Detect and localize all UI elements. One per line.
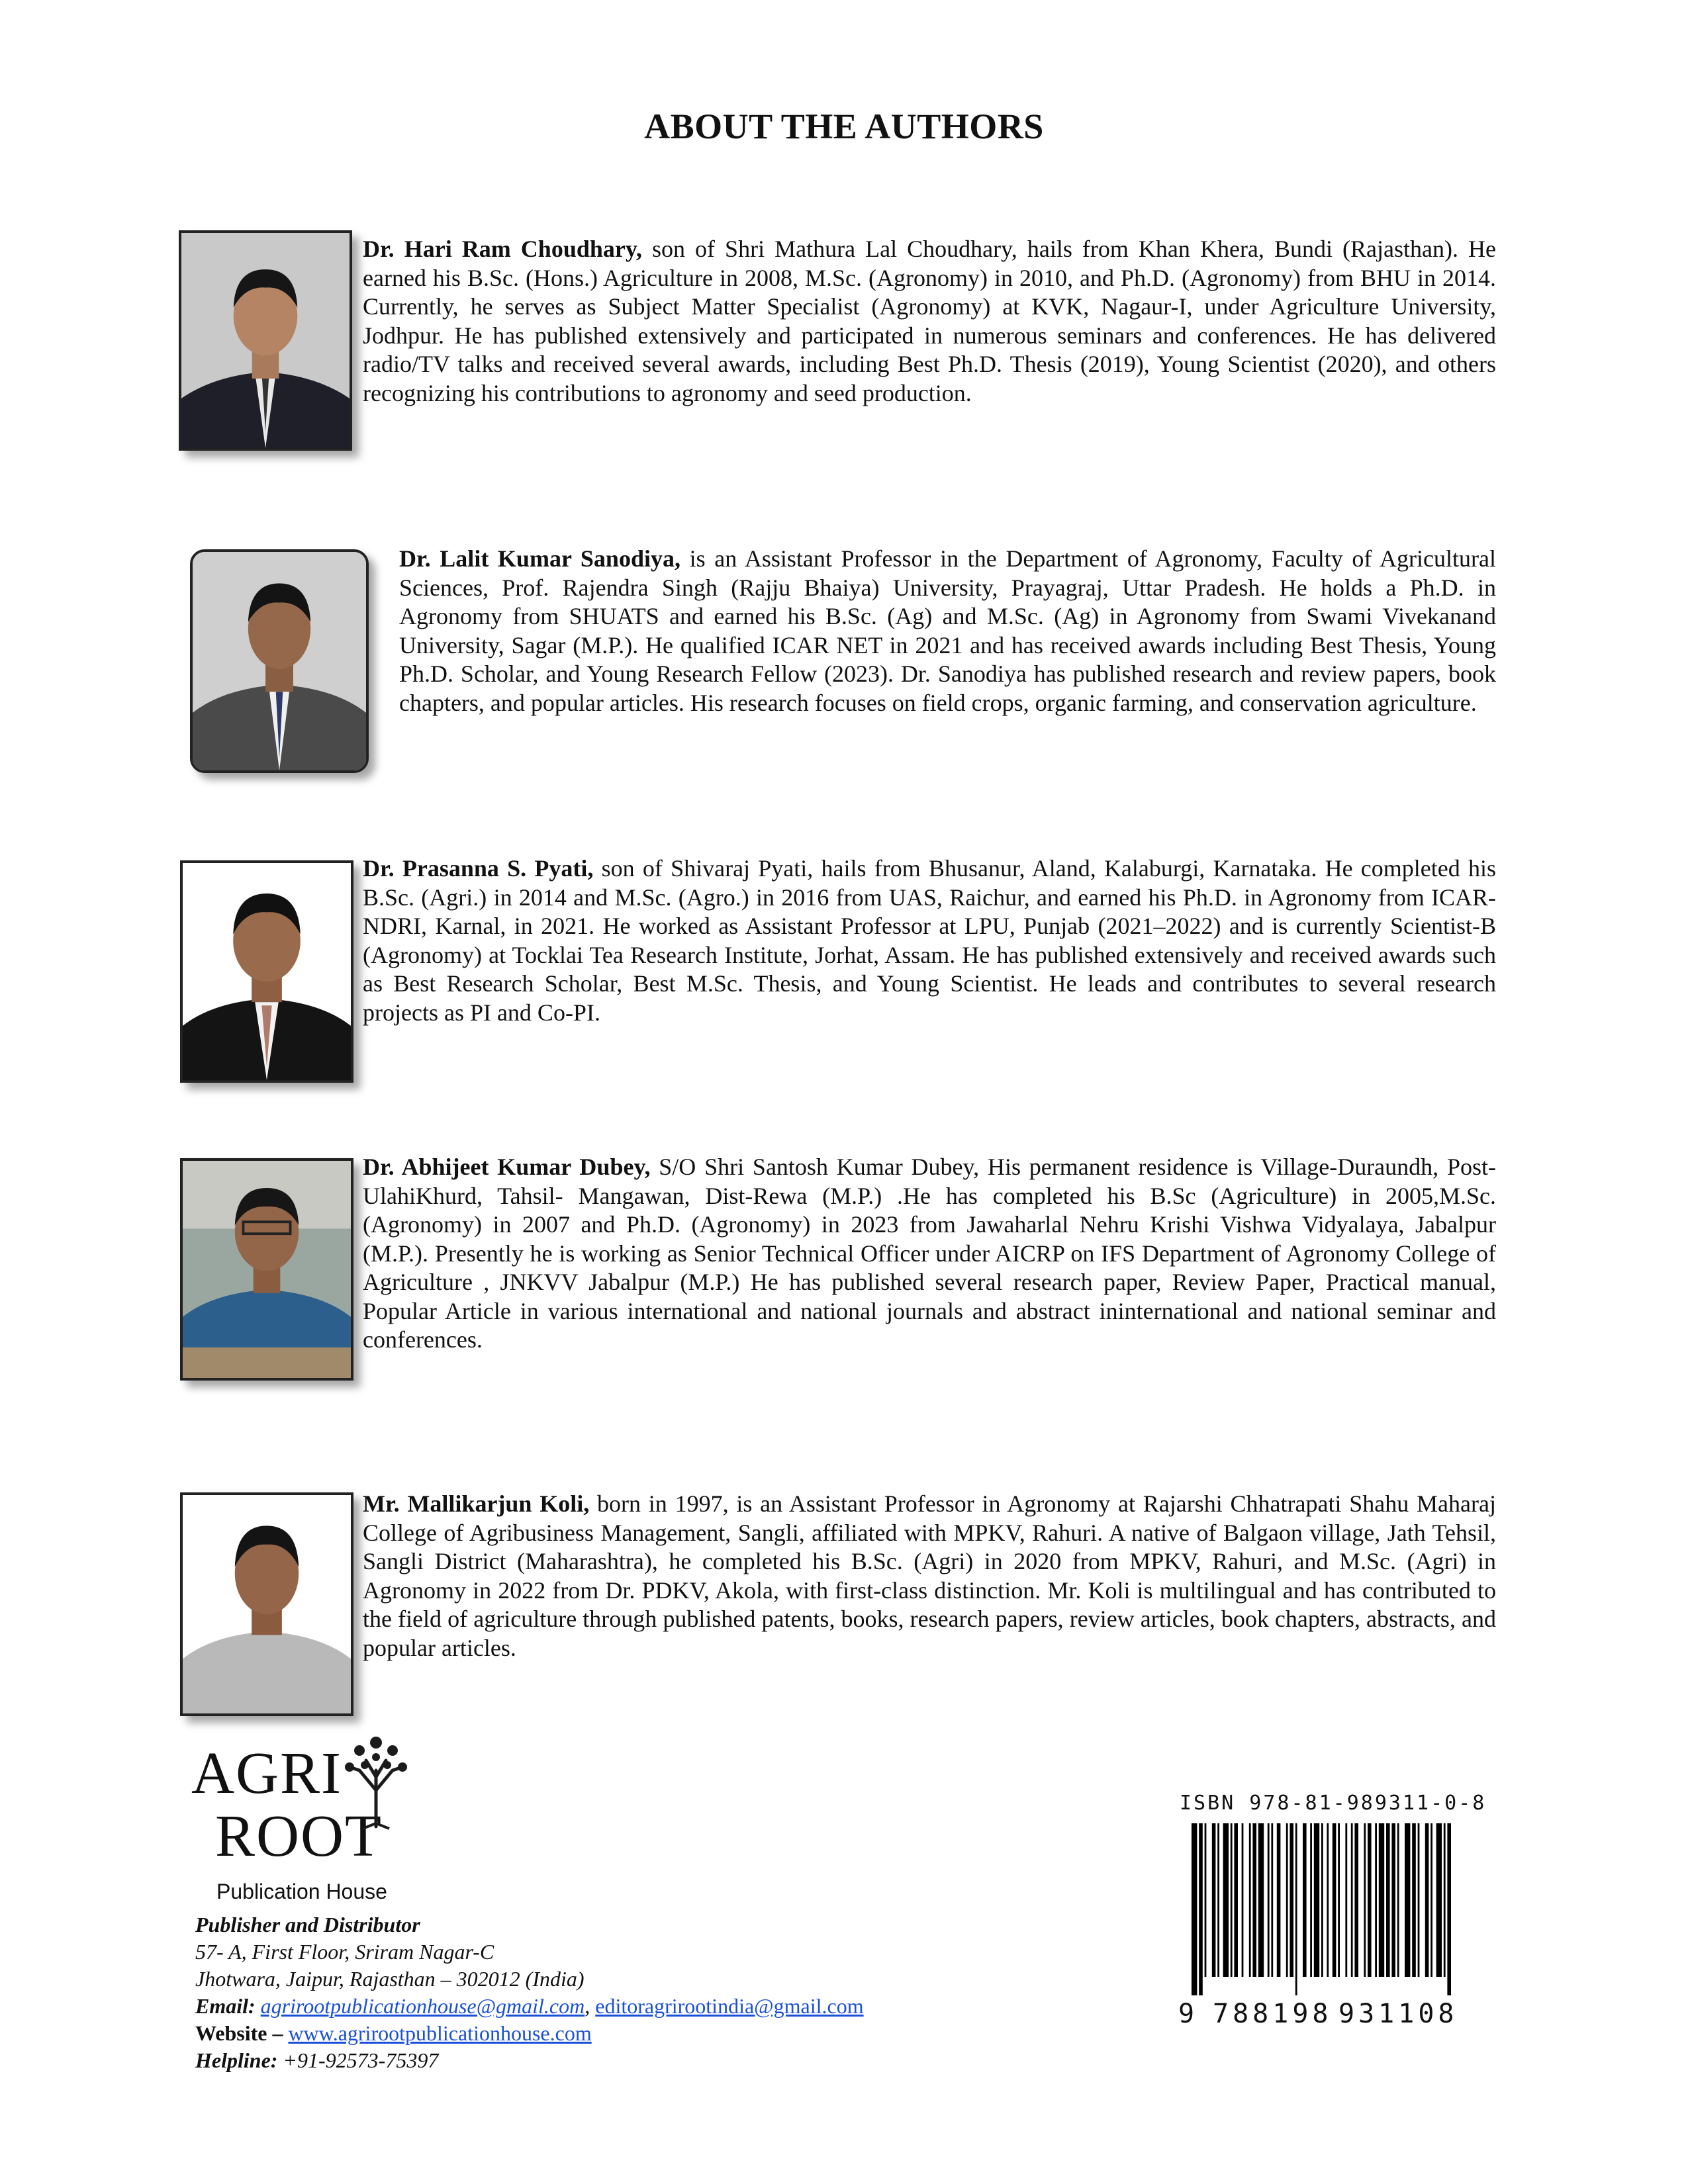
logo-line-2: ROOT [215, 1803, 383, 1869]
author-photo [180, 860, 353, 1083]
publisher-heading: Publisher and Distributor [195, 1913, 420, 1936]
author-bio-text: son of Shivaraj Pyati, hails from Bhusanur, Aland, Kalaburgi, Karnataka. He completed his B.Sc. (Agri.) in 2014 and M.Sc. (Agro.) in 2016 from UAS, Raichur, and earned his Ph.D. in Agronomy from ICAR-NDRI, Karnal, in 2021. He worked as Assistant Professor at LPU, Punjab (2021–2022) and is currently Scientist-B (Agronomy) at Tocklai Tea Research Institute, Jorhat, Assam. He has published extensively and received awards such as Best Research Scholar, Best M.Sc. Thesis, and Young Scientist. He leads and contributes to several research projects as PI and Co-PI. [363, 855, 1496, 1026]
barcode-bar [1405, 1823, 1410, 1977]
barcode-bar [1286, 1823, 1288, 1977]
portrait-icon [183, 863, 351, 1080]
author-bio [363, 854, 1496, 1027]
barcode-bar [1252, 1823, 1256, 1977]
barcode-bar [1212, 1823, 1216, 1977]
barcode-bar [1391, 1823, 1395, 1977]
barcode-bar [1192, 1823, 1197, 1995]
author-photo [180, 1158, 353, 1381]
author-bio [363, 1490, 1496, 1662]
barcode-bar [1379, 1823, 1384, 1977]
barcode-icon [1192, 1823, 1453, 1995]
ean-right-digits: 931108 [1338, 1999, 1458, 2029]
barcode-bar [1231, 1823, 1233, 1977]
barcode-bar [1277, 1823, 1281, 1977]
author-name: Dr. Abhijeet Kumar Dubey, [363, 1154, 651, 1180]
author-photo [179, 230, 352, 451]
barcode-bar [1249, 1823, 1251, 1977]
barcode-bar [1418, 1823, 1420, 1977]
barcode-bar [1397, 1823, 1399, 1977]
author-name: Dr. Hari Ram Choudhary, [363, 236, 642, 262]
logo-line-1: AGRI [191, 1741, 342, 1806]
barcode-bar [1295, 1823, 1297, 1995]
portrait-icon [183, 1161, 351, 1378]
barcode-bar [1199, 1823, 1203, 1995]
barcode-bar [1242, 1823, 1244, 1977]
ean-first-digit: 9 [1178, 1999, 1199, 2029]
barcode-bar [1314, 1823, 1319, 1977]
barcode-bar [1364, 1823, 1366, 1977]
barcode-bar [1258, 1823, 1264, 1977]
helpline-label: Helpline: [195, 2048, 278, 2072]
portrait-icon [183, 1495, 351, 1713]
author-bio [363, 1153, 1496, 1355]
page-title: ABOUT THE AUTHORS [644, 107, 1044, 146]
logo-line-3: Publication House [216, 1880, 387, 1903]
publisher-logo [189, 1731, 427, 1909]
email-label: Email: [195, 1994, 256, 2018]
barcode-bar [1368, 1823, 1372, 1977]
barcode-bar [1321, 1823, 1323, 1977]
barcode-bar [1436, 1823, 1442, 1977]
barcode-bar [1412, 1823, 1416, 1977]
barcode-bar [1303, 1823, 1307, 1977]
author-bio-text: is an Assistant Professor in the Department of Agronomy, Faculty of Agricultural Sciences, Prof. Rajendra Singh (Rajju Bhaiya) University, Prayagraj, Uttar Pradesh. He holds a Ph.D. in Agronomy from SHUATS and earned his B.Sc. (Ag) and M.Sc. (Ag) in Agronomy from Swami Vivekanand University, Sagar (M.P.). He qualified ICAR NET in 2021 and has received awards including Best Thesis, Young Ph.D. Scholar, and Young Research Fellow (2023). Dr. Sanodiya has published research and review papers, book chapters, and popular articles. His research focuses on field crops, organic farming, and conservation agriculture. [399, 545, 1496, 716]
author-bio-text: S/O Shri Santosh Kumar Dubey, His permanent residence is Village-Duraundh, Post-UlahiKhurd, Tahsil- Mangawan, Dist-Rewa (M.P.) .He has completed his B.Sc (Agriculture) in 2005,M.Sc.(Agronomy) in 2007 and Ph.D. (Agronomy) in 2023 from Jawaharlal Nehru Krishi Vishwa Vidyalaya, Jabalpur (M.P.). Presently he is working as Senior Technical Officer under AICRP on IFS Department of Agronomy College of Agriculture , JNKVV Jabalpur (M.P.) He has published several research paper, Review Paper, Practical manual, Popular Article in various international and national journals and abstract ininternational and national seminar and conferences. [363, 1154, 1496, 1353]
barcode-bar [1223, 1823, 1229, 1977]
barcode-bar [1234, 1823, 1238, 1977]
author-bio-text: son of Shri Mathura Lal Choudhary, hails from Khan Khera, Bundi (Rajasthan). He earned his B.Sc. (Hons.) Agriculture in 2008, M.Sc. (Agronomy) in 2010, and Ph.D. (Agronomy) from BHU in 2014. Currently, he serves as Subject Matter Specialist (Agronomy) at KVK, Nagaur-I, under Agriculture University, Jodhpur. He has published extensively and participated in numerous seminars and conferences. He has delivered radio/TV talks and received several awards, including Best Ph.D. Thesis (2019), Young Scientist (2020), and others recognizing his contributions to agronomy and seed production. [363, 236, 1496, 406]
author-name: Dr. Prasanna S. Pyati, [363, 855, 594, 882]
isbn-label: ISBN 978-81-989311-0-8 [1180, 1792, 1487, 1815]
author-bio [399, 545, 1496, 717]
author-name: Dr. Lalit Kumar Sanodiya, [399, 545, 680, 572]
address-line-2: Jhotwara, Jaipur, Rajasthan – 302012 (India) [195, 1967, 585, 1991]
barcode-bar [1351, 1823, 1353, 1977]
barcode-bar [1386, 1823, 1390, 1977]
barcode-bar [1444, 1823, 1446, 1977]
publisher-contact [195, 1911, 864, 2074]
helpline-number: +91-92573-75397 [283, 2048, 439, 2072]
barcode-bar [1327, 1823, 1329, 1977]
barcode-bar [1271, 1823, 1273, 1977]
author-photo [190, 549, 369, 773]
email-link-2[interactable]: editoragrirootindia@gmail.com [595, 1994, 864, 2018]
portrait-icon [181, 233, 350, 448]
barcode-bar [1425, 1823, 1429, 1977]
ean-left-digits: 788198 [1213, 1999, 1333, 2029]
email-link-1[interactable]: agrirootpublicationhouse@gmail.com [260, 1994, 585, 2018]
barcode-bar [1375, 1823, 1377, 1977]
barcode-bar [1430, 1823, 1432, 1977]
website-link[interactable]: www.agrirootpublicationhouse.com [288, 2021, 592, 2045]
website-label: Website – [195, 2021, 283, 2045]
barcode-bar [1289, 1823, 1293, 1977]
barcode-bar [1345, 1823, 1347, 1977]
author-bio-text: born in 1997, is an Assistant Professor in Agronomy at Rajarshi Chhatrapati Shahu Maharaj College of Agribusiness Management, Sangli, affiliated with MPKV, Rahuri. A native of Balgaon village, Jath Tehsil, Sangli District (Maharashtra), he completed his B.Sc. (Agri) in 2020 from MPKV, Rahuri, and M.Sc. (Agri) in Agronomy in 2022 from Dr. PDKV, Akola, with first-class distinction. Mr. Koli is multilingual and has contributed to the field of agriculture through published patents, books, research papers, review articles, book chapters, abstracts, and popular articles. [363, 1490, 1496, 1661]
author-bio [363, 235, 1496, 408]
barcode-bar [1217, 1823, 1219, 1977]
portrait-icon [193, 552, 366, 770]
address-line-1: 57- A, First Floor, Sriram Nagar-C [195, 1940, 494, 1964]
barcode-bar [1268, 1823, 1270, 1977]
author-photo [180, 1492, 353, 1716]
barcode-bar [1447, 1823, 1451, 1995]
email-separator: , [585, 1994, 596, 2018]
barcode-bar [1354, 1823, 1358, 1977]
author-name: Mr. Mallikarjun Koli, [363, 1490, 590, 1517]
barcode-bar [1205, 1823, 1207, 1977]
barcode-bar [1338, 1823, 1340, 1977]
barcode-bar [1333, 1823, 1336, 1977]
tree-icon [340, 1731, 412, 1830]
barcode-bar [1310, 1823, 1312, 1977]
